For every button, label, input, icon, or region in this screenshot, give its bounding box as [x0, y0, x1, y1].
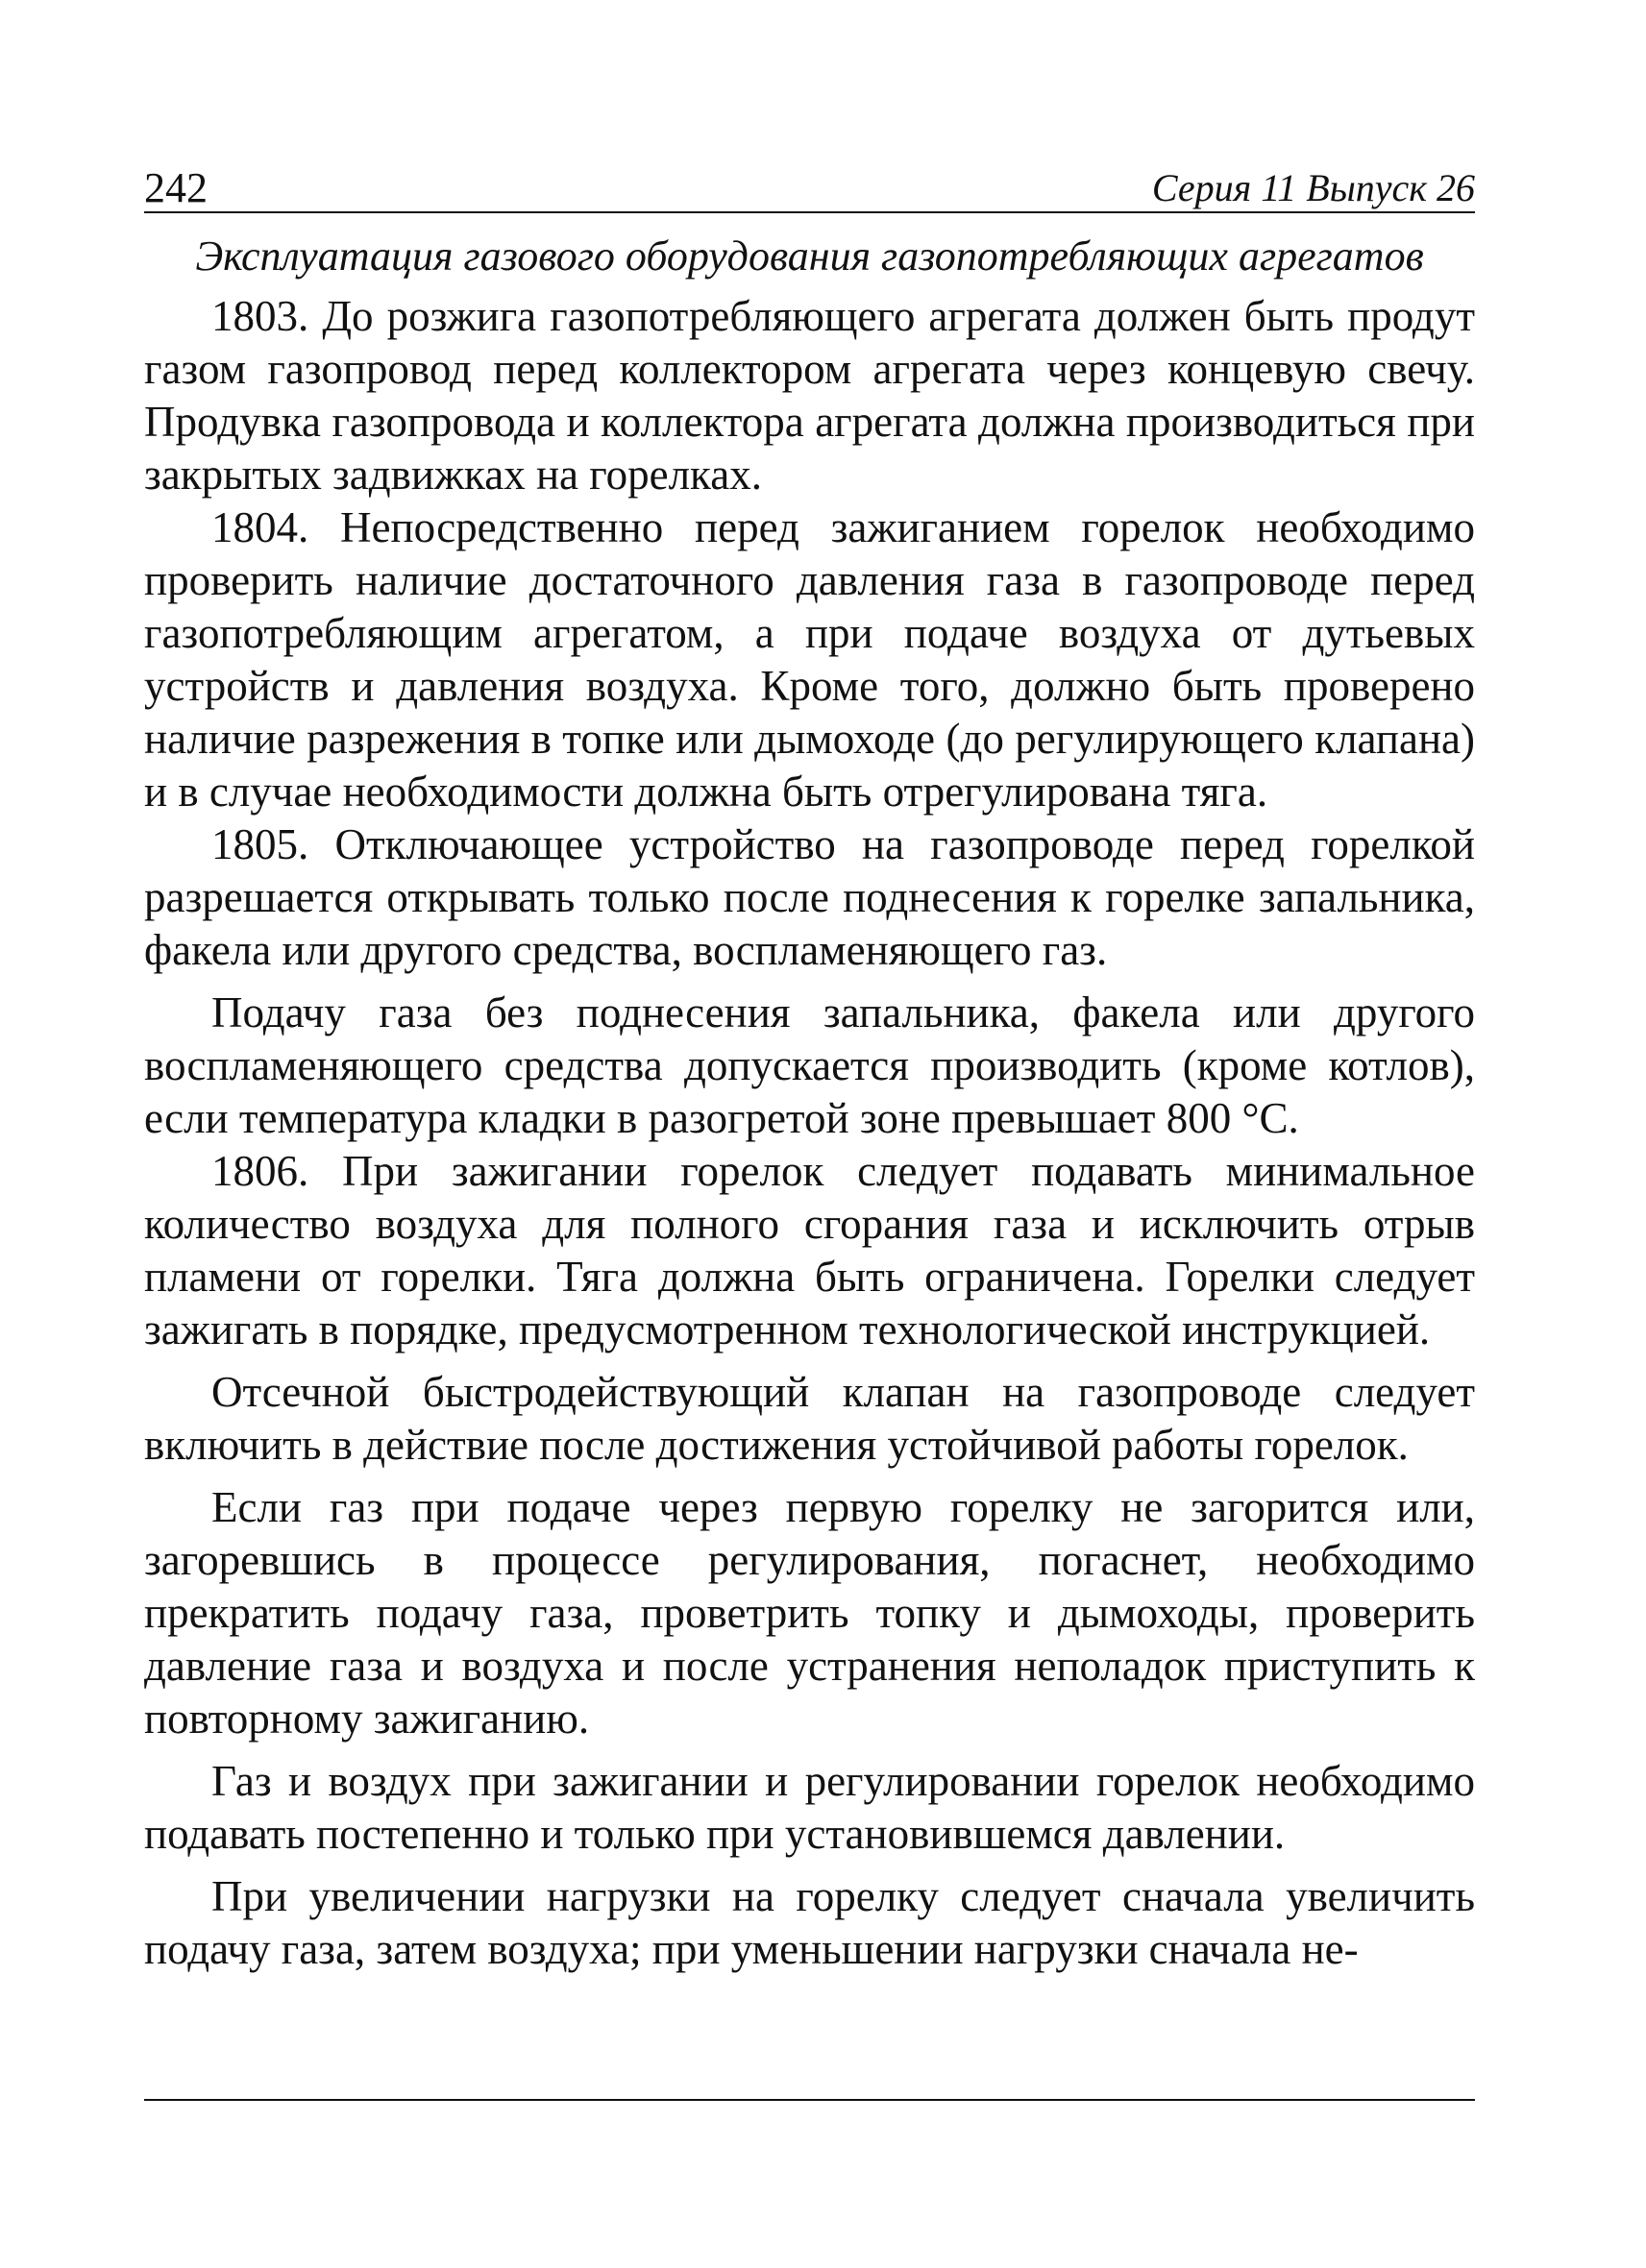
paragraph-1806: 1806. При зажигании горелок следует подавать минимальное количество воздуха для полного сгорания газа и исключить отрыв пламени от горелки. Тяга должна быть ограничена. Горелки следует зажигать в порядке, предусмотренном технологической инструкцией. [144, 1147, 1475, 1353]
paragraph-reignition: Если газ при подаче через первую горелку не загорится или, загоревшись в процессе регулирования, погаснет, необходимо прекратить подачу газа, проветрить топку и дымоходы, проверить давление газа и воздуха и после устранения неполадок приступить к повторному зажиганию. [144, 1483, 1475, 1743]
paragraph-1803: 1803. До розжига газопотребляющего агрегата должен быть продут газом газопровод перед коллектором агрегата через концевую свечу. Продувка газопровода и коллектора агрегата должна производиться при закрытых задвижках на горелках. [144, 292, 1475, 499]
paragraph-load-change: При увеличении нагрузки на горелку следует сначала увеличить подачу газа, затем воздуха; при уменьшении нагрузки сначала не- [144, 1872, 1475, 1973]
paragraph-gradual-supply: Газ и воздух при зажигании и регулировании горелок необходимо подавать постепенно и только при установившемся давлении. [144, 1757, 1475, 1858]
page-number: 242 [144, 164, 208, 211]
series-label: Серия 11 Выпуск 26 [1151, 166, 1475, 209]
footer-rule [144, 2099, 1475, 2101]
paragraph-1804: 1804. Непосредственно перед зажиганием горелок необходимо проверить наличие достаточного давления газа в газопроводе перед газопотребляющим агрегатом, а при подаче воздуха от дутьевых устройств и давления воздуха. Кроме того, должно быть проверено наличие разрежения в топке или дымоходе (до регулирующего клапана) и в случае необходимости должна быть отрегулирована тяга. [144, 503, 1475, 816]
section-title: Эксплуатация газового оборудования газопотребляющих агрегатов [195, 232, 1424, 280]
paragraph-1805: 1805. Отключающее устройство на газопроводе перед горелкой разрешается открывать только после поднесения к горелке запальника, факела или другого средства, воспламеняющего газ. [144, 820, 1475, 974]
body-text [144, 290, 1475, 1976]
paragraph-shutoff-valve: Отсечной быстродействующий клапан на газопроводе следует включить в действие после достижения устойчивой работы горелок. [144, 1368, 1475, 1469]
paragraph-gas-without-igniter: Подачу газа без поднесения запальника, факела или другого воспламеняющего средства допускается производить (кроме котлов), если температура кладки в разогретой зоне превышает 800 °С. [144, 988, 1475, 1142]
book-page [144, 154, 1475, 1976]
running-head [144, 154, 1475, 213]
